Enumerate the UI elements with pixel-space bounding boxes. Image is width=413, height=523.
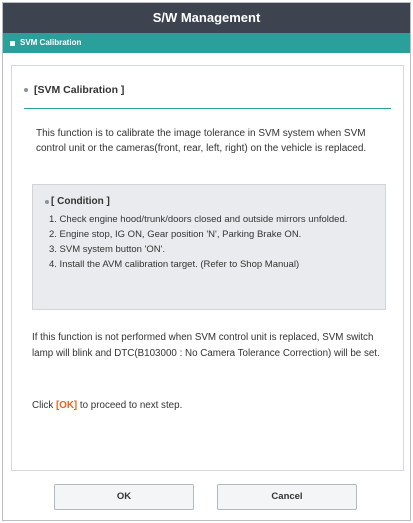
condition-title-text: [ Condition ] bbox=[51, 196, 110, 207]
bullet-dot-icon bbox=[24, 88, 28, 92]
proceed-suffix: to proceed to next step. bbox=[77, 400, 183, 411]
condition-list bbox=[45, 212, 373, 272]
window-title: S/W Management bbox=[3, 3, 410, 33]
proceed-prefix: Click bbox=[32, 400, 56, 411]
section-heading bbox=[24, 84, 124, 96]
button-footer bbox=[3, 473, 410, 521]
proceed-ok-highlight: [OK] bbox=[55, 400, 78, 411]
ok-button[interactable]: OK bbox=[54, 484, 194, 510]
proceed-instruction bbox=[32, 400, 182, 411]
condition-title bbox=[45, 196, 373, 207]
sub-header-bar bbox=[3, 33, 410, 53]
sub-header-label: SVM Calibration bbox=[20, 38, 82, 47]
condition-item: 4. Install the AVM calibration target. (Refer to Shop Manual) bbox=[49, 259, 300, 270]
square-bullet-icon bbox=[10, 41, 15, 46]
intro-text: This function is to calibrate the image tolerance in SVM system when SVM control unit or the cameras(front, rear, left, right) on the vehicle is replaced. bbox=[36, 128, 367, 154]
content-panel bbox=[11, 65, 404, 471]
dialog-window bbox=[2, 2, 411, 521]
condition-box bbox=[32, 184, 386, 310]
section-heading-text: [SVM Calibration ] bbox=[34, 84, 125, 96]
condition-item: 2. Engine stop, IG ON, Gear position 'N', Parking Brake ON. bbox=[49, 229, 302, 240]
warning-text: If this function is not performed when SVM control unit is replaced, SVM switch lamp will blink and DTC(B103000 : No Camera Tolerance Correction) will be set. bbox=[32, 332, 380, 359]
condition-item: 3. SVM system button 'ON'. bbox=[49, 244, 166, 255]
cancel-button[interactable]: Cancel bbox=[217, 484, 357, 510]
condition-item: 1. Check engine hood/trunk/doors closed and outside mirrors unfolded. bbox=[49, 214, 348, 225]
heading-divider bbox=[24, 108, 391, 109]
bullet-dot-icon bbox=[45, 200, 49, 204]
